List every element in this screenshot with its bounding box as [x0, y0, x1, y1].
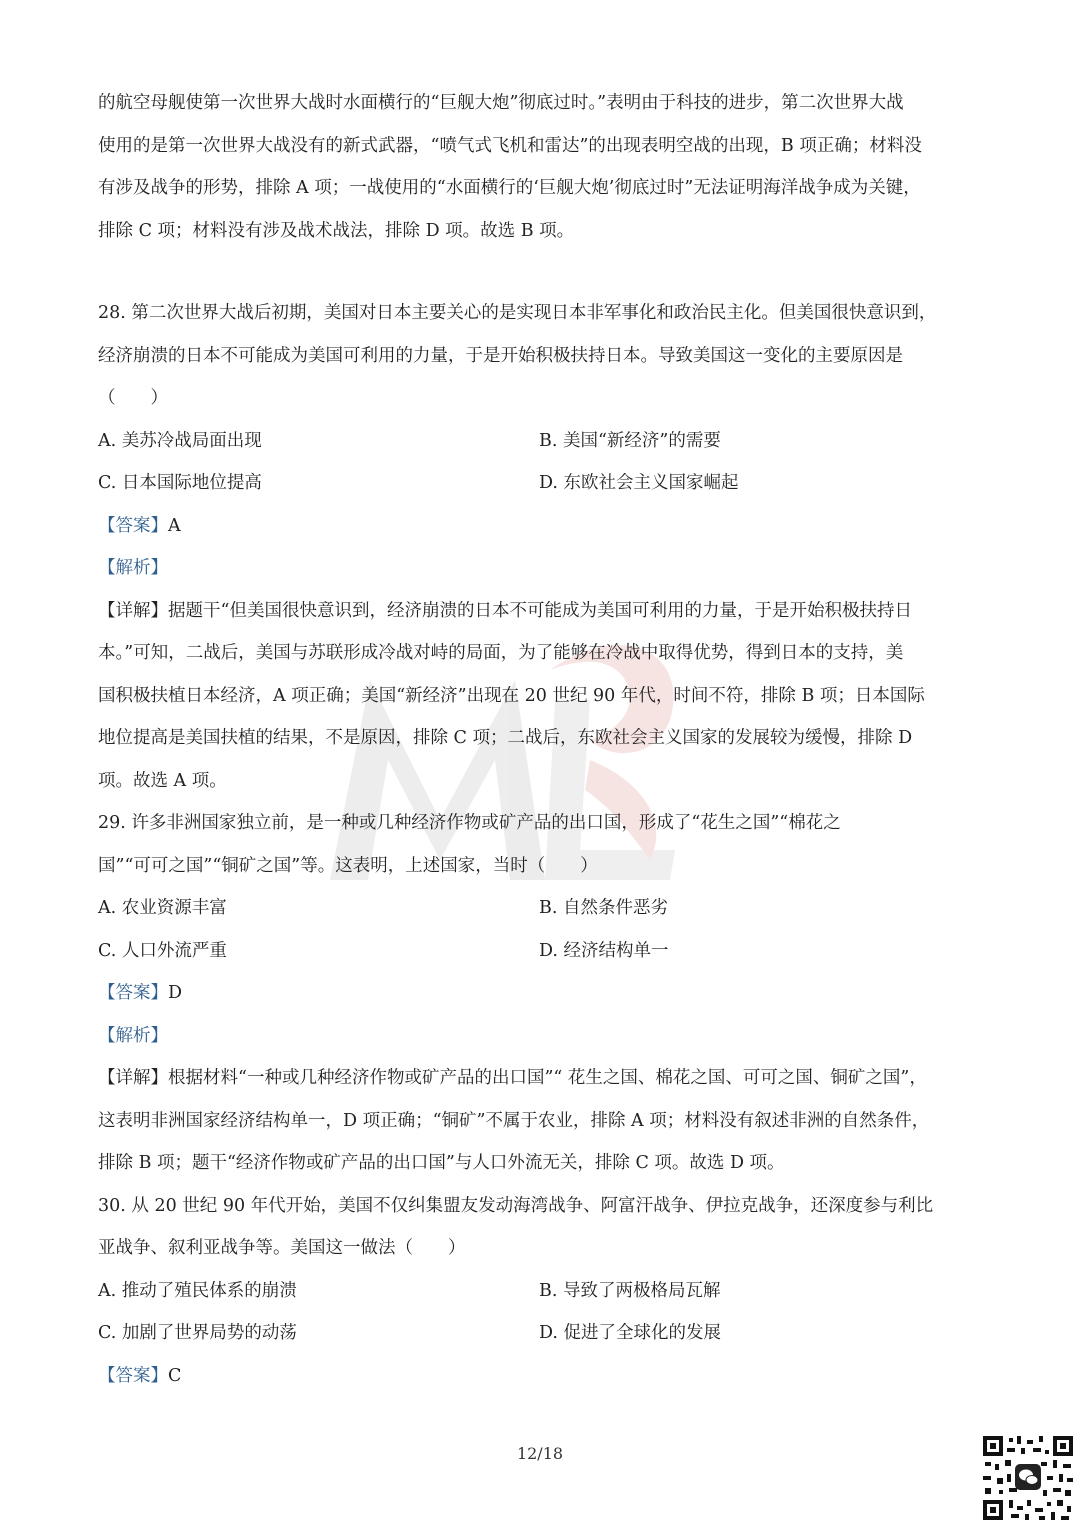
text-line: 有涉及战争的形势，排除 A 项；一战使用的“水面横行的‘巨舰大炮’彻底过时”无法证明海洋战争成为关键， — [98, 178, 921, 198]
detail-text: 本。”可知，二战后，美国与苏联形成冷战对峙的局面，为了能够在冷战中取得优势，得到日本的支持，美 — [98, 643, 904, 663]
options — [98, 887, 982, 972]
question-stem: 30. 从 20 世纪 90 年代开始，美国不仅纠集盟友发动海湾战争、阿富汗战争、伊拉克战争，还深度参与利比 — [98, 1195, 934, 1216]
qr-code-icon — [981, 1434, 1075, 1522]
question-stem: 经济崩溃的日本不可能成为美国可利用的力量，于是开始积极扶持日本。导致美国这一变化的主要原因是 — [98, 345, 903, 366]
answer-line — [98, 505, 982, 548]
detail-text: 国积极扶植日本经济，A 项正确；美国“新经济”出现在 20 世纪 90 年代，时间不符，排除 B 项；日本国际 — [98, 685, 925, 706]
detail-text: 据题干“但美国很快意识到，经济崩溃的日本不可能成为美国可利用的力量，于是开始积极扶持日 — [168, 600, 912, 621]
detail-line — [98, 590, 982, 633]
option-b: B. 美国“新经济”的需要 — [539, 430, 721, 451]
detail-tag: 【详解】 — [98, 600, 168, 621]
detail-tag: 【详解】 — [98, 1068, 168, 1088]
option-c: C. 日本国际地位提高 — [98, 473, 262, 493]
option-c: C. 加剧了世界局势的动荡 — [98, 1323, 297, 1343]
option-d: D. 促进了全球化的发展 — [539, 1323, 722, 1343]
question-30 — [98, 1185, 982, 1398]
answer-line — [98, 1355, 982, 1398]
detail-text: 地位提高是美国扶植的结果，不是原因，排除 C 项；二战后，东欧社会主义国家的发展较为缓慢，排除 D — [98, 728, 913, 748]
analysis-line — [98, 1015, 982, 1058]
answer-tag: 【答案】 — [98, 515, 168, 536]
question-stem: （ ） — [98, 388, 168, 408]
option-a: A. 美苏冷战局面出现 — [98, 430, 262, 451]
detail-text: 根据材料“一种或几种经济作物或矿产品的出口国”“ 花生之国、棉花之国、可可之国、铜矿之国”， — [168, 1068, 927, 1088]
question-stem: 29. 许多非洲国家独立前，是一种或几种经济作物或矿产品的出口国，形成了“花生之国”“棉花之 — [98, 813, 841, 833]
question-28 — [98, 292, 982, 802]
options — [98, 1270, 982, 1355]
page-number: 12/18 — [516, 1444, 564, 1463]
analysis-line — [98, 547, 982, 590]
option-a: A. 推动了殖民体系的崩溃 — [98, 1280, 297, 1301]
option-a: A. 农业资源丰富 — [98, 898, 227, 918]
text-line: 使用的是第一次世界大战没有的新式武器，“喷气式飞机和雷达”的出现表明空战的出现，B 项正确；材料没 — [98, 135, 922, 156]
detail-text: 项。故选 A 项。 — [98, 770, 227, 791]
option-c: C. 人口外流严重 — [98, 940, 227, 961]
analysis-tag: 【解析】 — [98, 1025, 168, 1046]
options — [98, 420, 982, 505]
answer-tag: 【答案】 — [98, 1365, 168, 1386]
text-line: 的航空母舰使第一次世界大战时水面横行的“巨舰大炮”彻底过时。”表明由于科技的进步，第二次世界大战 — [98, 93, 904, 113]
detail-text: 这表明非洲国家经济结构单一，D 项正确；“铜矿”不属于农业，排除 A 项；材料没有叙述非洲的自然条件， — [98, 1110, 930, 1131]
question-stem: 国”“可可之国”“铜矿之国”等。这表明，上述国家，当时（ ） — [98, 855, 598, 876]
option-d: D. 东欧社会主义国家崛起 — [539, 473, 739, 493]
option-b: B. 自然条件恶劣 — [539, 898, 668, 918]
option-d: D. 经济结构单一 — [539, 940, 669, 961]
document-body — [98, 82, 982, 1397]
analysis-tag: 【解析】 — [98, 558, 168, 578]
answer-value: C — [168, 1365, 182, 1386]
answer-value: A — [168, 515, 181, 536]
answer-line — [98, 972, 982, 1015]
detail-line — [98, 1057, 982, 1100]
answer-value: D — [168, 983, 183, 1003]
question-stem: 亚战争、叙利亚战争等。美国这一做法（ ） — [98, 1238, 466, 1258]
intro-explanation — [98, 82, 982, 252]
question-stem: 28. 第二次世界大战后初期，美国对日本主要关心的是实现日本非军事化和政治民主化。但美国很快意识到， — [98, 303, 937, 323]
detail-text: 排除 B 项；题干“经济作物或矿产品的出口国”与人口外流无关，排除 C 项。故选 D 项。 — [98, 1153, 785, 1173]
question-29 — [98, 802, 982, 1185]
answer-tag: 【答案】 — [98, 983, 168, 1003]
text-line: 排除 C 项；材料没有涉及战术战法，排除 D 项。故选 B 项。 — [98, 220, 575, 241]
option-b: B. 导致了两极格局瓦解 — [539, 1280, 721, 1301]
